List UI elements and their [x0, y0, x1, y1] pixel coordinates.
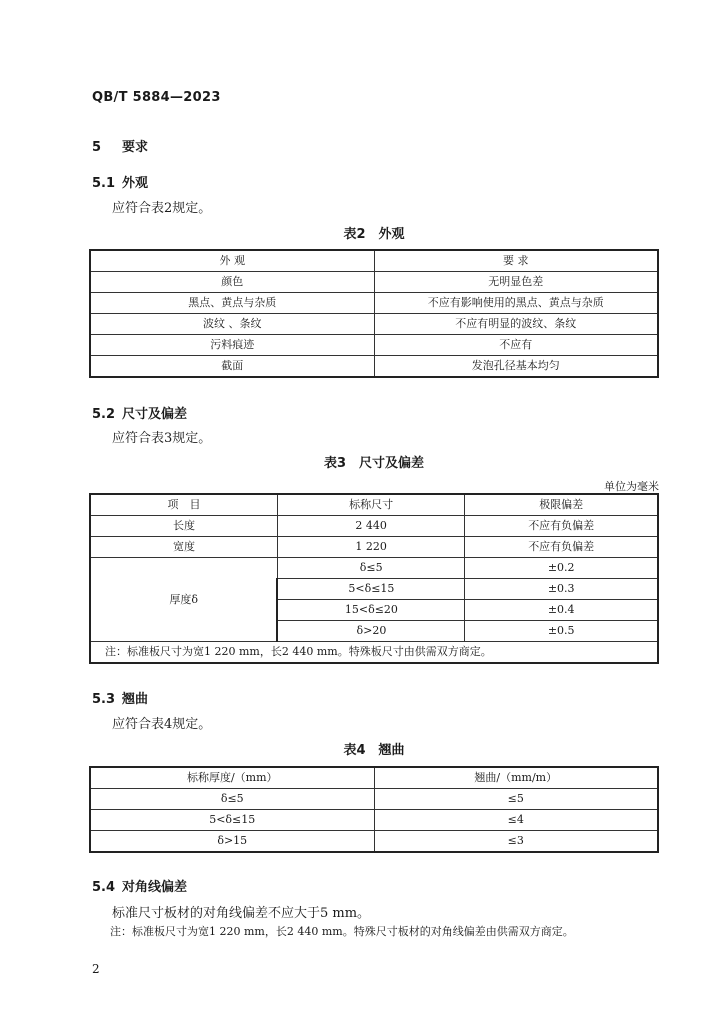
section-number: 5.4 — [92, 880, 116, 895]
table-cell: δ>15 — [90, 831, 374, 853]
table-row — [90, 272, 658, 293]
table-2-caption: 表2 外观 — [343, 227, 405, 242]
table-cell: ±0.5 — [465, 621, 658, 642]
table-cell: 1 220 — [277, 537, 464, 558]
document-number: QB/T 5884—2023 — [92, 90, 221, 105]
section-5-4-note: 注：标准板尺寸为宽1 220 mm，长2 440 mm。特殊尺寸板材的对角线偏差由供需双方商定。 — [110, 925, 574, 938]
table-cell: 发泡孔径基本均匀 — [374, 356, 658, 378]
section-number: 5.3 — [92, 692, 116, 707]
table-cell: 不应有 — [374, 335, 658, 356]
table-cell: ≤3 — [374, 831, 658, 853]
column-header: 极限偏差 — [465, 494, 658, 516]
table-row — [90, 516, 658, 537]
table-header-row — [90, 767, 658, 789]
table-row — [90, 831, 658, 853]
section-title: 对角线偏差 — [122, 880, 188, 895]
table-cell: 黑点、黄点与杂质 — [90, 293, 374, 314]
section-5-1-text: 应符合表2规定。 — [112, 201, 212, 216]
column-header: 要 求 — [374, 250, 658, 272]
section-title: 要求 — [122, 140, 149, 155]
table-cell: 15<δ≤20 — [277, 600, 464, 621]
table-row — [90, 293, 658, 314]
section-5-3-text: 应符合表4规定。 — [112, 717, 212, 732]
section-5-heading — [92, 136, 148, 155]
table-dimensions — [89, 493, 659, 664]
table-row — [90, 314, 658, 335]
section-5-4-text: 标准尺寸板材的对角线偏差不应大于5 mm。 — [112, 906, 371, 921]
table-cell: 5<δ≤15 — [90, 810, 374, 831]
table-cell: 无明显色差 — [374, 272, 658, 293]
table-header-row — [90, 494, 658, 516]
table-cell: 颜色 — [90, 272, 374, 293]
section-5-2-text: 应符合表3规定。 — [112, 431, 212, 446]
table-note-row — [90, 642, 658, 664]
table-cell: δ≤5 — [90, 789, 374, 810]
table-cell: 不应有负偏差 — [465, 537, 658, 558]
unit-label: 单位为毫米 — [604, 480, 659, 493]
table-row — [90, 335, 658, 356]
table-cell: 截面 — [90, 356, 374, 378]
table-cell: 波纹 、条纹 — [90, 314, 374, 335]
section-5-3-heading — [92, 688, 148, 707]
column-header: 翘曲/（mm/m） — [374, 767, 658, 789]
section-number: 5.1 — [92, 176, 116, 191]
section-number: 5 — [92, 140, 102, 155]
table-row — [90, 810, 658, 831]
table-cell: 2 440 — [277, 516, 464, 537]
table-note: 注：标准板尺寸为宽1 220 mm，长2 440 mm。特殊板尺寸由供需双方商定。 — [90, 642, 658, 664]
table-row — [90, 789, 658, 810]
table-cell: δ≤5 — [277, 558, 464, 579]
section-5-2-heading — [92, 403, 187, 422]
page-number: 2 — [92, 962, 100, 976]
table-header-row — [90, 250, 658, 272]
table-cell: 长度 — [90, 516, 277, 537]
column-header: 标称尺寸 — [277, 494, 464, 516]
table-cell: δ>20 — [277, 621, 464, 642]
table-row — [90, 558, 658, 579]
table-cell: ≤4 — [374, 810, 658, 831]
table-cell: ±0.4 — [465, 600, 658, 621]
table-cell: 不应有负偏差 — [465, 516, 658, 537]
table-cell: 厚度δ — [90, 558, 277, 642]
table-cell: 不应有影响使用的黑点、黄点与杂质 — [374, 293, 658, 314]
section-title: 翘曲 — [122, 692, 149, 707]
table-row — [90, 537, 658, 558]
section-title: 尺寸及偏差 — [122, 407, 188, 422]
table-cell: ≤5 — [374, 789, 658, 810]
table-cell: 5<δ≤15 — [277, 579, 464, 600]
column-header: 项 目 — [90, 494, 277, 516]
table-cell: 宽度 — [90, 537, 277, 558]
column-header: 标称厚度/（mm） — [90, 767, 374, 789]
table-cell: ±0.2 — [465, 558, 658, 579]
table-cell: ±0.3 — [465, 579, 658, 600]
section-5-4-heading — [92, 876, 187, 895]
table-3-caption: 表3 尺寸及偏差 — [323, 456, 425, 471]
column-header: 外 观 — [90, 250, 374, 272]
table-appearance — [89, 249, 659, 378]
section-5-1-heading — [92, 172, 148, 191]
table-row — [90, 356, 658, 378]
table-cell: 污料痕迹 — [90, 335, 374, 356]
table-4-caption: 表4 翘曲 — [343, 743, 405, 758]
table-cell: 不应有明显的波纹、条纹 — [374, 314, 658, 335]
table-warpage — [89, 766, 659, 853]
section-number: 5.2 — [92, 407, 116, 422]
section-title: 外观 — [122, 176, 149, 191]
